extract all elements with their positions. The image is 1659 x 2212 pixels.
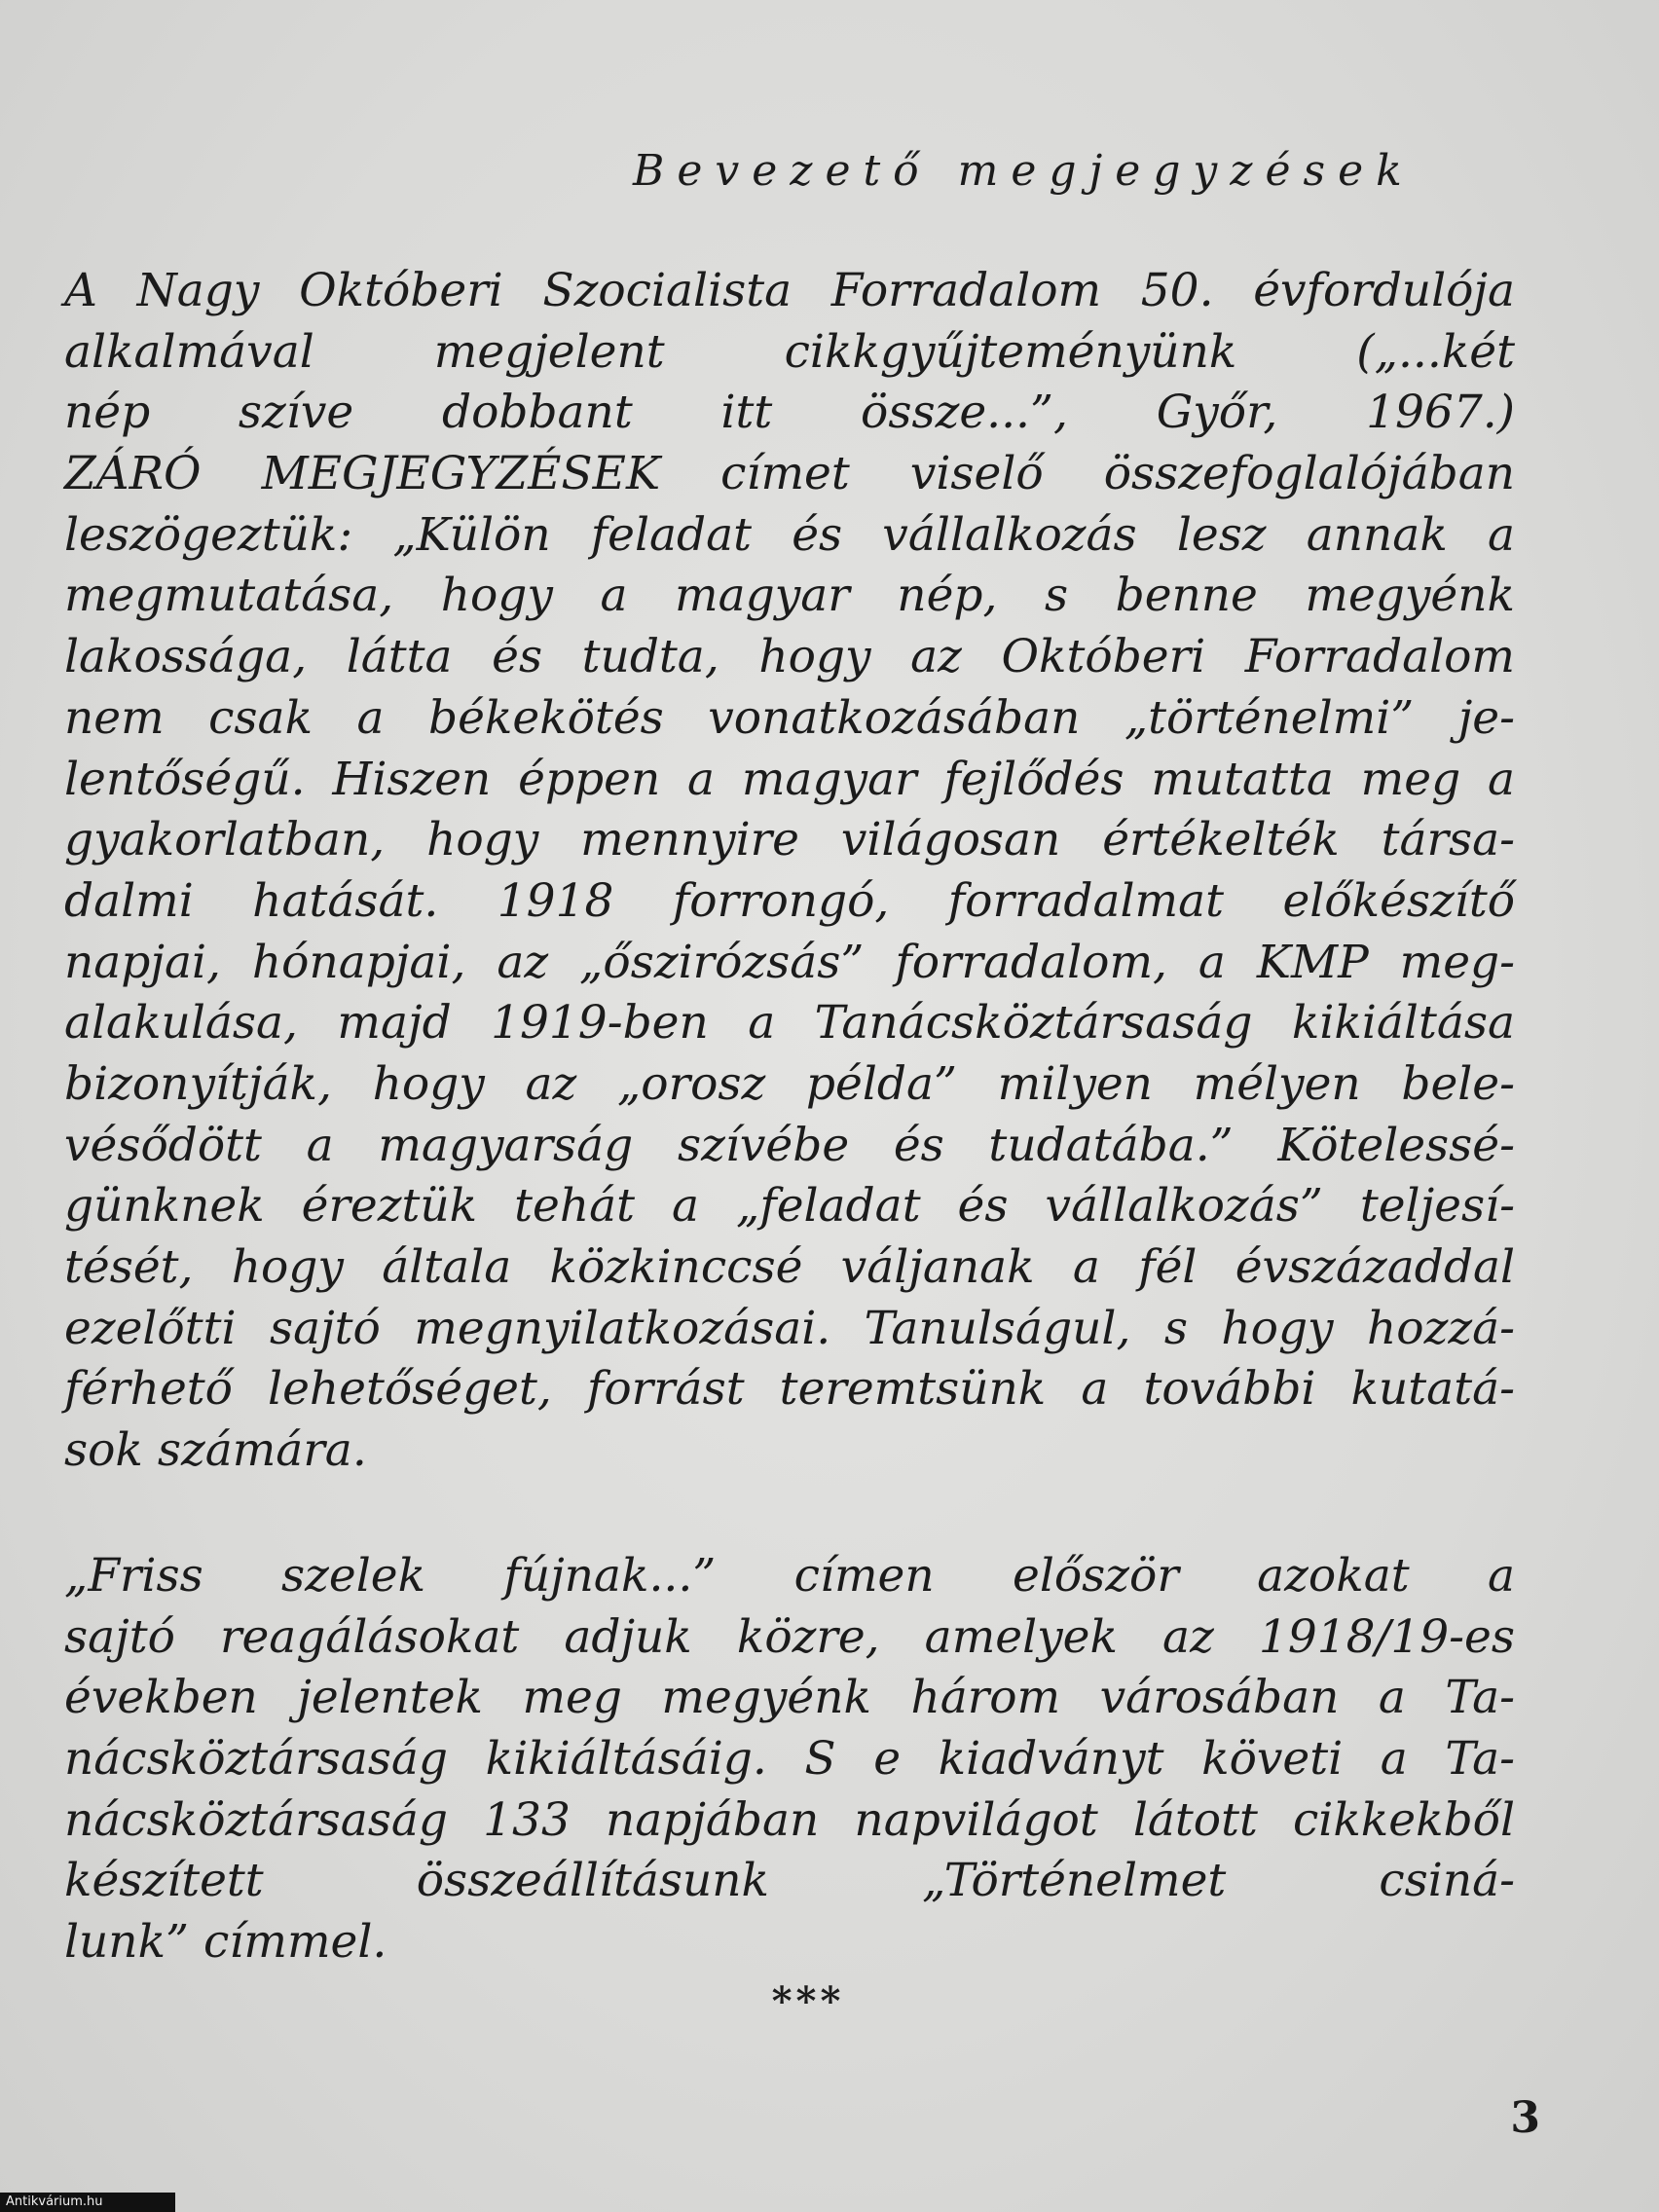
page-number: 3 — [1510, 2093, 1540, 2143]
text-line: lunk” címmel. — [64, 1915, 387, 1970]
text-line: napjai, hónapjai, az „őszirózsás” forradalom, a KMP meg- — [64, 935, 1515, 989]
text-line: sajtó reagálásokat adjuk közre, amelyek az 1918/19-es — [64, 1609, 1515, 1664]
text-line: vésődött a magyarság szívébe és tudatába.” Kötelessé- — [64, 1118, 1515, 1172]
text-line: „Friss szelek fújnak...” címen először azokat a — [64, 1549, 1515, 1603]
show-through-text — [409, 0, 1636, 62]
text-line: dalmi hatását. 1918 forrongó, forradalmat előkészítő — [64, 873, 1515, 928]
text-line: lentőségű. Hiszen éppen a magyar fejlődés mutatta meg a — [64, 752, 1515, 806]
text-line: férhető lehetőséget, forrást teremtsünk a további kutatá- — [64, 1362, 1515, 1417]
watermark-logo: Antikvárium.hu — [0, 2193, 175, 2212]
text-line: leszögeztük: „Külön feladat és vállalkozás lesz annak a — [64, 507, 1515, 562]
text-line: lakossága, látta és tudta, hogy az Októberi Forradalom — [64, 630, 1515, 684]
text-line: alakulása, majd 1919-ben a Tanácsköztársaság kikiáltása — [64, 996, 1515, 1051]
text-line: A Nagy Októberi Szocialista Forradalom 50. évfordulója — [64, 264, 1515, 317]
text-line: készített összeállításunk „Történelmet csiná- — [64, 1854, 1515, 1908]
text-line: nem csak a békekötés vonatkozásában „történelmi” je- — [64, 690, 1515, 745]
text-line: alkalmával megjelent cikkgyűjteményünk („...két — [64, 324, 1515, 379]
text-line: nácsköztársaság kikiáltásáig. S e kiadványt követi a Ta- — [64, 1732, 1515, 1787]
text-line: ezelőtti sajtó megnyilatkozásai. Tanulságul, s hogy hozzá- — [64, 1301, 1515, 1355]
text-line: tését, hogy általa közkinccsé váljanak a fél évszázaddal — [64, 1240, 1515, 1294]
paragraph-2 — [64, 1546, 1515, 1973]
section-separator: *** — [771, 1978, 845, 2024]
text-line: nácsköztársaság 133 napjában napvilágot látott cikkekből — [64, 1792, 1515, 1847]
text-line: nép szíve dobbant itt össze...”, Győr, 1967.) — [64, 386, 1515, 440]
text-line: gyakorlatban, hogy mennyire világosan értékelték társa- — [64, 813, 1515, 867]
text-line: években jelentek meg megyénk három városában a Ta- — [64, 1671, 1515, 1725]
text-line: megmutatása, hogy a magyar nép, s benne megyénk — [64, 569, 1515, 623]
paragraph-1 — [64, 261, 1515, 1482]
section-heading: Bevezető megjegyzések — [633, 146, 1415, 196]
text-line: sok számára. — [64, 1423, 367, 1478]
text-line: ZÁRÓ MEGJEGYZÉSEK címet viselő összefoglalójában — [64, 447, 1515, 501]
text-line: günknek éreztük tehát a „feladat és vállalkozás” teljesí- — [64, 1179, 1515, 1234]
text-line: bizonyítják, hogy az „orosz példa” milyen mélyen bele- — [64, 1056, 1515, 1111]
